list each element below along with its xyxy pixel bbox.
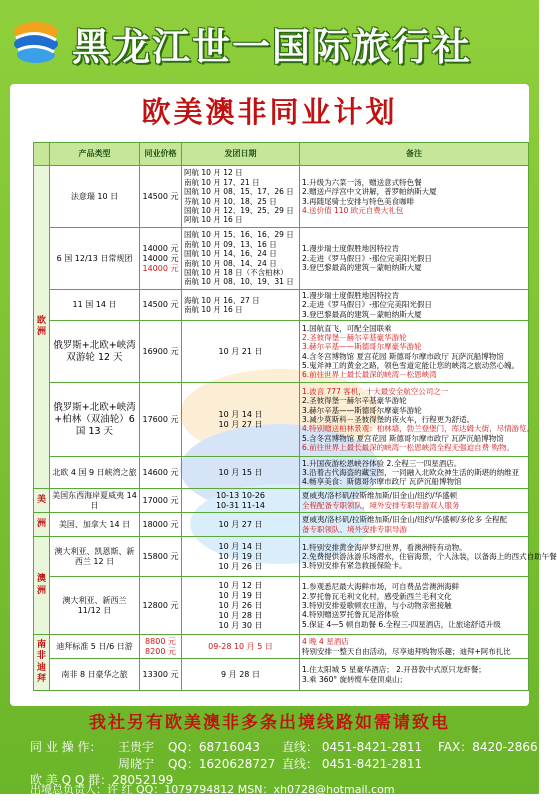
note-line: 2.赠送卢浮宫中文讲解，普罗帕纳斯大厦	[302, 187, 437, 197]
product-name: 美国东西海岸夏威夷 14 日	[50, 489, 140, 513]
departure-dates	[182, 659, 300, 691]
price-line: 14000 元	[142, 243, 179, 253]
product-name: 俄罗斯+北欧+峡湾+柏林（双油轮）6 国 13 天	[50, 383, 140, 457]
date-line: 10 月 30 日	[218, 620, 263, 630]
product-name: 11 国 14 日	[50, 290, 140, 321]
note-line: 3.沿着古代海盗的藏宝图，一同融入北欧众神生活的斯堪的纳维亚	[302, 467, 520, 477]
qq-group[interactable]: 欧 美 Q Q 群：28052199	[30, 773, 174, 787]
product-price	[140, 635, 182, 659]
contact-phone[interactable]: 直线： 0451-8421-2811	[282, 757, 423, 771]
date-line: 阿航 10 月 16 日	[184, 215, 243, 225]
product-name: 法意瑞 10 日	[50, 166, 140, 228]
note-line: 特别安排一整天自由活动，尽享迪拜购物乐趣；迪拜+阿布扎比	[302, 646, 511, 656]
company-logo	[8, 14, 64, 70]
date-line: 国航 10 月 14、16、24 日	[184, 249, 277, 259]
date-line: 10 月 21 日	[218, 346, 263, 356]
date-line: 10 月 19 日	[218, 551, 263, 561]
region-america-b: 洲	[34, 513, 50, 537]
note-line: 3.赫尔辛基——斯德哥尔摩豪华游轮	[302, 342, 422, 352]
header	[0, 0, 539, 84]
product-name: 北欧 4 国 9 日峡湾之旅	[50, 457, 140, 489]
product-price: 17000 元	[140, 489, 182, 513]
table-row	[34, 383, 529, 457]
date-line: 国航 10 月 18 日（不含柏林）	[184, 267, 288, 277]
product-price	[140, 228, 182, 290]
contact-qq[interactable]: QQ：68716043	[168, 740, 260, 754]
note-line: 4.畅享美食：斯德哥尔摩市政厅 瓦萨沉船博物馆	[302, 477, 462, 487]
note-line: 4.含冬宫博物馆 夏宫花园 斯德哥尔摩市政厅 瓦萨沉船博物馆	[302, 351, 504, 361]
contact-line-2	[0, 755, 539, 771]
note-line: 1.参观悉尼最大海鲜市场，可自费品尝澳洲海鲜	[302, 582, 460, 592]
date-line: 南航 10 月 08、10、19、31 日	[184, 277, 294, 287]
date-line: 南航 10 月 08、14、24 日	[184, 258, 277, 268]
note-line: 夏威夷/洛杉矶/拉斯维加斯/旧金山/纽约/华盛顿	[302, 491, 458, 501]
note-line: 3.特别安排爱歌顿农庄游，与小动物亲密接触	[302, 600, 452, 610]
note-line: 4 晚 4 星酒店	[302, 637, 349, 647]
note-line: 夏威夷/洛杉矶/拉斯维加斯/旧金山/纽约/华盛顿/多伦多 全程配	[302, 515, 508, 525]
note-line: 1.升级为六菜一汤，赠送意式特色餐	[302, 177, 422, 187]
note-line: 5.鬼斧神工的黄金之路，领色雪道定能让您的峡湾之旅动然心魄。	[302, 361, 520, 370]
date-line: 10 月 14 日	[218, 541, 263, 551]
date-line: 10 月 26 日	[218, 561, 263, 571]
note-line: 1.住太阳城 5 星豪华酒店； 2.开普敦中式原只龙虾餐；	[302, 665, 486, 675]
product-name: 6 国 12/13 日常规团	[50, 228, 140, 290]
price-line: 8800 元	[145, 636, 176, 646]
product-price: 18000 元	[140, 513, 182, 537]
date-line: 10 月 28 日	[218, 610, 263, 620]
date-line: 10 月 15 日	[218, 467, 263, 477]
product-price: 14500 元	[140, 290, 182, 321]
date-line: 10 月 19 日	[218, 590, 263, 600]
notes	[300, 513, 529, 537]
product-name: 澳大利亚、凯恩斯、新西兰 12 日	[50, 537, 140, 577]
contact-line-1	[0, 738, 539, 754]
price-line: 14000 元	[142, 253, 179, 263]
table-row	[34, 635, 529, 659]
product-price: 13300 元	[140, 659, 182, 691]
table-row	[34, 457, 529, 489]
departure-dates	[182, 166, 300, 228]
manager-contact[interactable]: 出境总负责人：许 红 QQ：1079794812 MSN：xh0728@hotmail.com	[30, 783, 395, 796]
note-line: 1.波音 777 客机，十大最安全航空公司之一	[302, 386, 449, 396]
region-oceania: 澳洲	[34, 537, 50, 635]
notes	[300, 635, 529, 659]
ops-label: 同 业 操 作：	[30, 740, 102, 754]
departure-dates	[182, 635, 300, 659]
table-row	[34, 489, 529, 513]
note-line: 3.乘 360° 旋转缆车登顶桌山；	[302, 674, 407, 684]
note-line: 2.免费提供游泳游乐场潜水，住宿海景，个人泳装，以备海上的西式自助午餐	[302, 551, 557, 561]
table-row	[34, 537, 529, 577]
product-price: 16900 元	[140, 321, 182, 383]
notes	[300, 228, 529, 290]
company-name: 黑龙江世一国际旅行社	[72, 25, 473, 69]
date-line: 国航 10 月 12、19、25、29 日	[184, 205, 294, 215]
contact-phone[interactable]: 直线： 0451-8421-2811	[282, 740, 423, 754]
table-row	[34, 513, 529, 537]
manager-line	[0, 783, 539, 801]
note-line: 备专职领队、境外安排专职导游	[302, 524, 407, 534]
date-line: 芬航 10 月 10、18、25 日	[184, 196, 277, 206]
product-price: 15800 元	[140, 537, 182, 577]
date-line: 10 月 27 日	[218, 419, 263, 429]
date-line: 国航 10 月 15、16、16、29 日	[184, 230, 294, 240]
table-row	[34, 290, 529, 321]
date-line: 10-31 11-14	[215, 500, 266, 510]
date-line: 国航 10 月 08、15、17、26 日	[184, 187, 294, 197]
note-line: 2.走进《罗马假日》-那位完美阳光假日	[302, 253, 432, 263]
notes	[300, 659, 529, 691]
note-line: 2.圣彼得堡一赫尔辛基豪华游轮	[302, 396, 407, 406]
note-line: 3.特别安排有紧急救援保险卡。	[302, 561, 407, 571]
header-blank	[34, 143, 50, 166]
note-line: 3.登巴黎最高的建筑－蒙帕纳斯大厦	[302, 309, 422, 319]
date-line: 9 月 28 日	[221, 669, 260, 679]
departure-dates	[182, 513, 300, 537]
product-price: 14600 元	[140, 457, 182, 489]
contact-fax: FAX：8420-2866	[438, 740, 538, 754]
note-line: 6.前往世界上最长最深的峡湾一松恩峡湾全程无强迫自费 购物。	[302, 443, 515, 453]
region-america-a: 美	[34, 489, 50, 513]
departure-dates	[182, 537, 300, 577]
note-line: 4.特别赠送柏林景观：柏林墙，勃兰登堡门，库达姆大街，尽情游览。	[302, 424, 535, 434]
region-europe: 欧洲	[34, 166, 50, 489]
date-line: 南航 10 月 16 日	[184, 305, 243, 315]
note-line: 全程配备专职领队，境外安排专职导游双人服务	[302, 500, 460, 510]
notes	[300, 383, 535, 457]
note-line: 1.特别安排黄金海岸梦幻世界，看澳洲特有动物。	[302, 542, 467, 552]
note-line: 1.升国夜游松恩峡谷体验 2.全程三一四星酒店。	[302, 458, 462, 468]
date-line: 10 月 14 日	[218, 409, 263, 419]
note-line: 5.含冬宫博物馆 夏宫花园 斯德哥尔摩市政厅 瓦萨沉船博物馆	[302, 433, 504, 443]
notes	[300, 166, 529, 228]
notes	[300, 577, 529, 635]
note-line: 2.圣彼得堡－赫尔辛基豪华游轮	[302, 332, 407, 342]
header-type: 产品类型	[50, 143, 140, 166]
note-line: 3.登巴黎最高的建筑－蒙帕纳斯大厦	[302, 263, 422, 273]
product-price: 12800 元	[140, 577, 182, 635]
table-row	[34, 321, 529, 383]
contact-name: 周晓宁	[118, 757, 155, 771]
note-line: 4.特别赠送罗托鲁瓦足浴体验	[302, 610, 400, 620]
footer-slogan: 我社另有欧美澳非多条出境线路如需请致电	[89, 713, 450, 733]
note-line: 6.前往世界上最长最深的峡湾－松恩峡湾	[302, 370, 437, 380]
notes	[300, 489, 529, 513]
date-line: 阿航 10 月 12 日	[184, 168, 243, 178]
date-line: 09-28 10 月 5 日	[208, 641, 273, 651]
note-line: 3.减少莫斯科－圣彼得堡的夜火车，行程更为舒适。	[302, 414, 475, 424]
product-name: 美国、加拿大 14 日	[50, 513, 140, 537]
departure-dates	[182, 489, 300, 513]
product-name: 澳大利亚、新西兰 11/12 日	[50, 577, 140, 635]
notes	[300, 537, 557, 577]
product-price: 17600 元	[140, 383, 182, 457]
product-name: 俄罗斯+北欧+峡湾双游轮 12 天	[50, 321, 140, 383]
product-name: 迪拜标准 5 日/6 日游	[50, 635, 140, 659]
note-line: 1.漫步瑞士度假胜地因特拉肯	[302, 244, 400, 254]
note-line: 1.漫步瑞士度假胜地因特拉肯	[302, 291, 400, 300]
note-line: 3.再随尾骑士安排与特色美食咖啡	[302, 196, 415, 206]
notes	[300, 290, 529, 321]
note-line: 1.国航直飞，可配全国联乘	[302, 323, 392, 333]
date-line: 南航 10 月 09、13、16 日	[184, 239, 277, 249]
notes	[300, 321, 529, 383]
contact-qq[interactable]: QQ：1620628727	[168, 757, 276, 771]
date-line: 10 月 26 日	[218, 600, 263, 610]
note-line: 2.罗托鲁瓦毛利文化村，感受新西兰毛利文化	[302, 591, 452, 601]
content-panel	[10, 84, 557, 706]
schedule-table-wrap	[33, 142, 557, 702]
table-header-row	[34, 143, 529, 166]
departure-dates	[182, 228, 300, 290]
product-price: 14500 元	[140, 166, 182, 228]
departure-dates	[182, 321, 300, 383]
plan-title: 欧美澳非同业计划	[141, 95, 398, 129]
price-line: 14000 元	[142, 263, 179, 273]
header-price: 同业价格	[140, 143, 182, 166]
note-line: 4.送价值 110 欧元自费大礼包	[302, 205, 404, 215]
note-line: 3.赫尔辛基——斯德哥尔摩豪华游轮	[302, 405, 422, 415]
date-line: 10 月 27 日	[218, 519, 263, 529]
schedule-table	[33, 142, 557, 691]
table-row	[34, 577, 529, 635]
price-line: 8200 元	[145, 646, 176, 656]
table-row	[34, 659, 529, 691]
date-line: 10-13 10-26	[215, 490, 266, 500]
date-line: 海航 10 月 16、27 日	[184, 295, 260, 305]
header-dates: 发团日期	[182, 143, 300, 166]
note-line: 2.走进《罗马假日》-那位完美阳光假日	[302, 300, 432, 310]
departure-dates	[182, 290, 300, 321]
departure-dates	[182, 577, 300, 635]
notes	[300, 457, 529, 489]
date-line: 10 月 12 日	[218, 580, 263, 590]
product-name: 南非 8 日豪华之旅	[50, 659, 140, 691]
note-line: 5.保证 4—5 顿自助餐 6.全程三-四星酒店，让旅途舒适升级	[302, 619, 501, 629]
departure-dates	[182, 383, 300, 457]
departure-dates	[182, 457, 300, 489]
table-row	[34, 228, 529, 290]
region-africa: 南非迪拜	[34, 635, 50, 691]
date-line: 南航 10 月 17、21 日	[184, 177, 260, 187]
contact-name: 王贵宇	[118, 740, 155, 754]
table-row	[34, 166, 529, 228]
header-notes: 备注	[300, 143, 529, 166]
